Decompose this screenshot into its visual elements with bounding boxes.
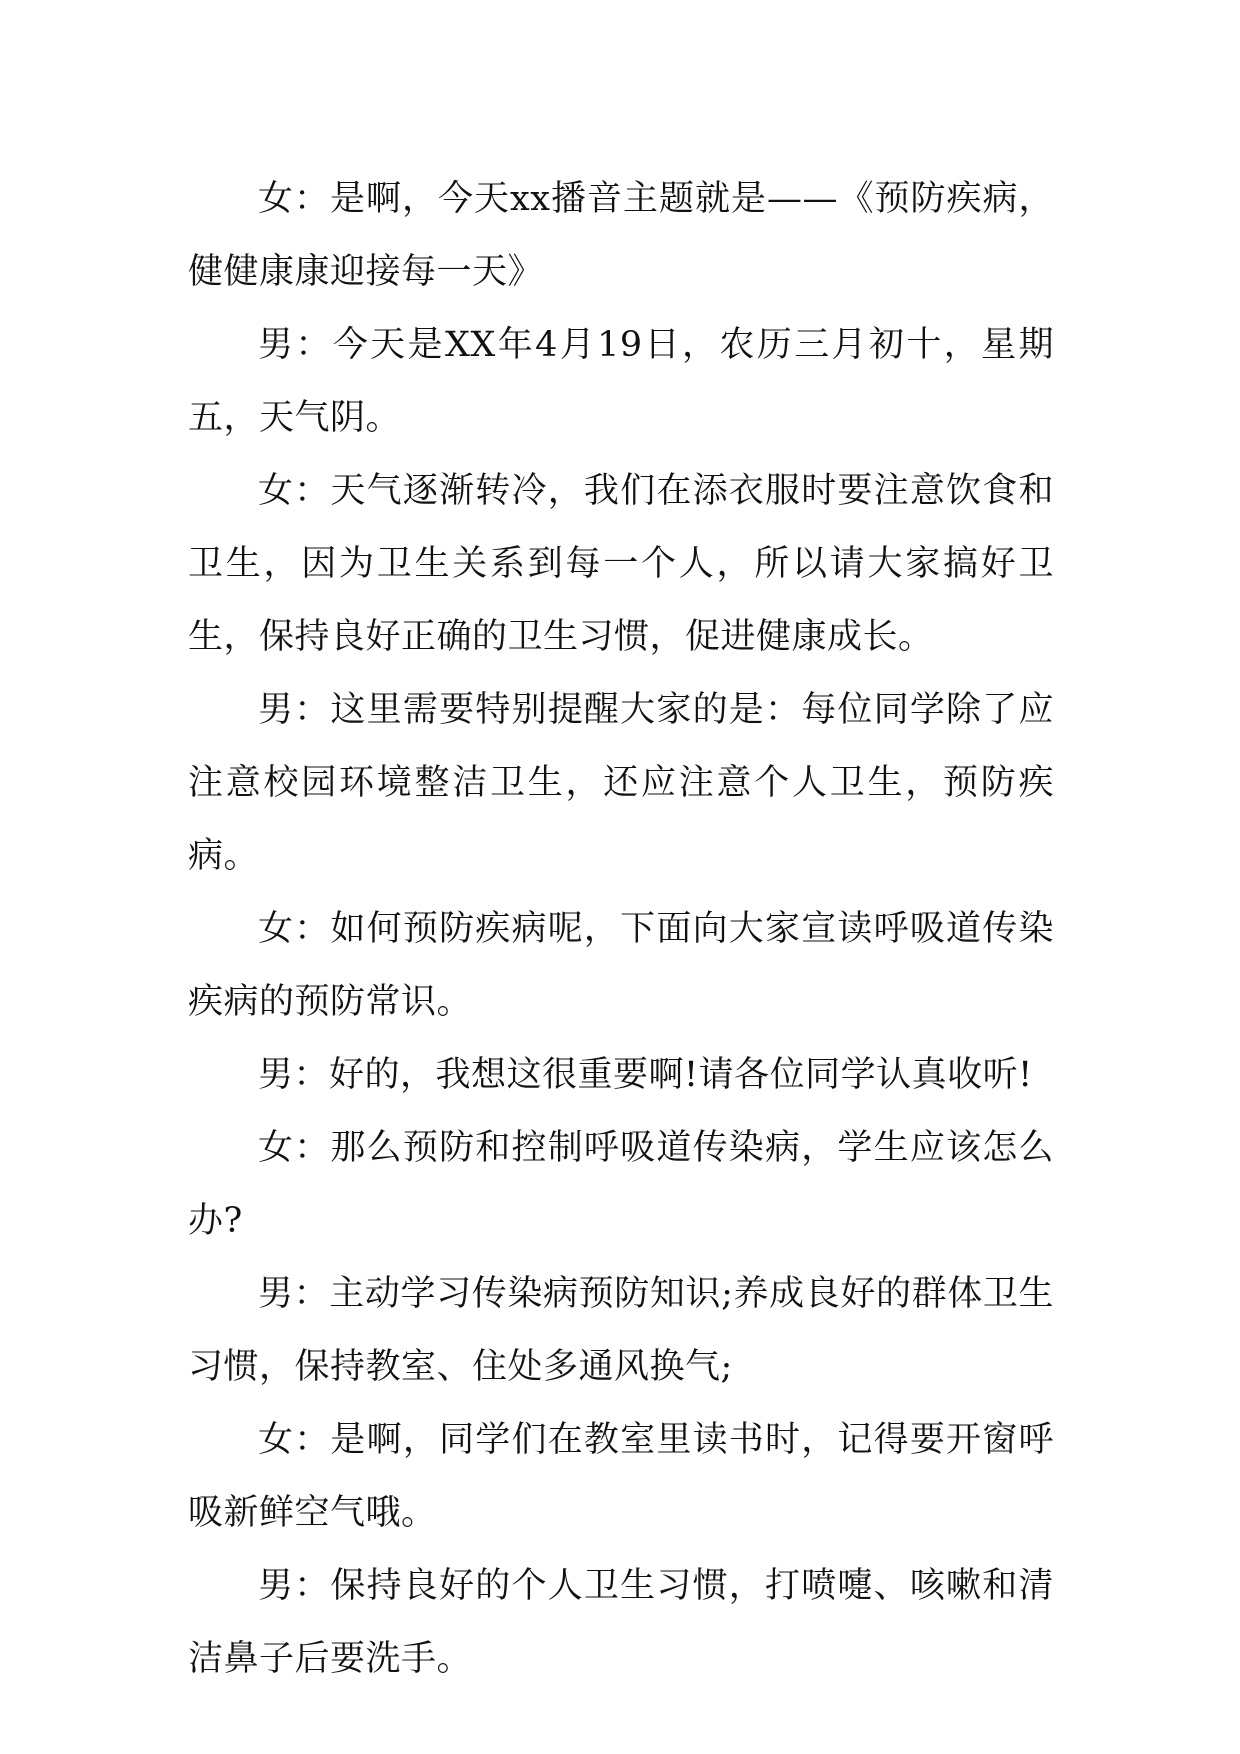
paragraph-10: 男：保持良好的个人卫生习惯，打喷嚏、咳嗽和清洁鼻子后要洗手。 <box>188 1566 1054 1679</box>
paragraph-3: 女：天气逐渐转冷，我们在添衣服时要注意饮食和卫生，因为卫生关系到每一个人，所以请大家搞好卫生，保持良好正确的卫生习惯，促进健康成长。 <box>188 471 1054 657</box>
document-body <box>188 163 1054 1696</box>
paragraph-5: 女：如何预防疾病呢，下面向大家宣读呼吸道传染疾病的预防常识。 <box>188 909 1054 1022</box>
paragraph-2: 男：今天是XX年4月19日，农历三月初十，星期五，天气阴。 <box>188 325 1054 438</box>
paragraph-9: 女：是啊，同学们在教室里读书时，记得要开窗呼吸新鲜空气哦。 <box>188 1420 1054 1533</box>
paragraph-1: 女：是啊，今天xx播音主题就是——《预防疾病，健健康康迎接每一天》 <box>188 179 1054 292</box>
paragraph-4: 男：这里需要特别提醒大家的是：每位同学除了应注意校园环境整洁卫生，还应注意个人卫生，预防疾病。 <box>188 690 1054 876</box>
paragraph-7: 女：那么预防和控制呼吸道传染病，学生应该怎么办? <box>188 1128 1054 1241</box>
paragraph-6: 男：好的，我想这很重要啊!请各位同学认真收听! <box>258 1055 1033 1095</box>
paragraph-8: 男：主动学习传染病预防知识;养成良好的群体卫生习惯，保持教室、住处多通风换气; <box>188 1274 1054 1387</box>
